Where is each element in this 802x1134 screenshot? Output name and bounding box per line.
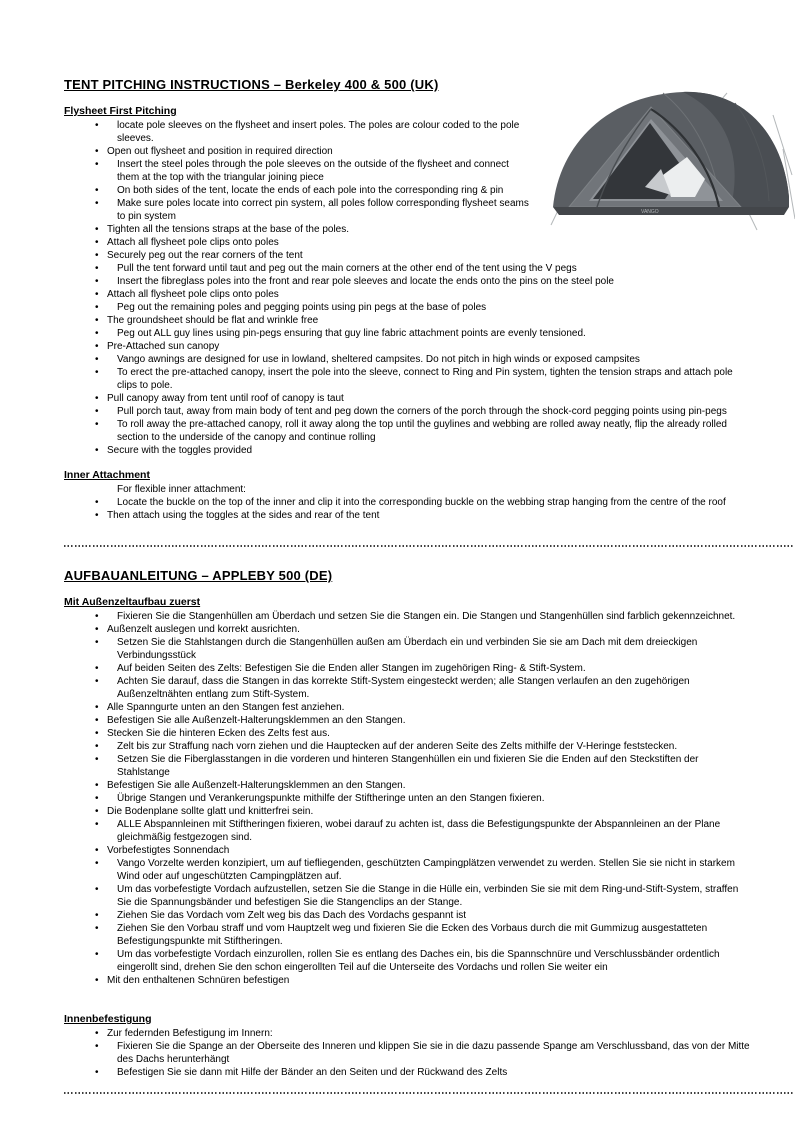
instruction-item: • Attach all flysheet pole clips onto poles: [64, 236, 754, 249]
de-heading-aussenzelt: Mit Außenzeltaufbau zuerst: [64, 596, 201, 608]
instruction-item: • Pre-Attached sun canopy: [64, 340, 754, 353]
instruction-item: • The groundsheet should be flat and wrinkle free: [64, 314, 754, 327]
instruction-item: • Befestigen Sie sie dann mit Hilfe der Bänder an den Seiten und der Rückwand des Zelts: [64, 1066, 754, 1079]
instruction-item: • locate pole sleeves on the flysheet and insert poles. The poles are colour coded to the pole sleeves.: [64, 119, 754, 145]
instruction-item: • Secure with the toggles provided: [64, 444, 754, 457]
instruction-item: • Fixieren Sie die Spange an der Oberseite des Inneren und klippen Sie sie in die dazu passende Spange am Verschlussband, das von der Mitte des Dachs herunterhängt: [64, 1040, 754, 1066]
instruction-item: • ALLE Abspannleinen mit Stiftheringen fixieren, wobei darauf zu achten ist, dass die Befestigungspunkte der Abspannleinen an der Plane gleichmäßig festgezogen sind.: [64, 818, 754, 844]
dotted-separator-top: [64, 545, 795, 547]
instruction-item: • Befestigen Sie alle Außenzelt-Halterungsklemmen an den Stangen.: [64, 714, 754, 727]
instruction-item: • Open out flysheet and position in required direction: [64, 145, 754, 158]
instruction-item: • Fixieren Sie die Stangenhüllen am Überdach und setzen Sie die Stangen ein. Die Stangen und Stangenhüllen sind farblich gekennzeichnet.: [64, 610, 754, 623]
instruction-item: • On both sides of the tent, locate the ends of each pole into the corresponding ring & pin: [64, 184, 754, 197]
dotted-separator-bottom: [64, 1092, 795, 1094]
instruction-item: • Vorbefestigtes Sonnendach: [64, 844, 754, 857]
uk-heading-flysheet: Flysheet First Pitching: [64, 105, 177, 117]
instruction-item: • Setzen Sie die Stahlstangen durch die Stangenhüllen außen am Überdach ein und verbinden Sie sie am Dach mit dem dreieckigen Verbindungsstück: [64, 636, 754, 662]
instruction-item: • Alle Spanngurte unten an den Stangen fest anziehen.: [64, 701, 754, 714]
uk-inner-attachment-list: [64, 483, 754, 522]
de-aussenzelt-list: [64, 610, 754, 987]
instruction-item: • Pull porch taut, away from main body of tent and peg down the corners of the porch through the shock-cord pegging points using pin-pegs: [64, 405, 754, 418]
instruction-item: • Insert the fibreglass poles into the front and rear pole sleeves and locate the ends onto the pins on the steel pole: [64, 275, 754, 288]
instruction-item: • Peg out the remaining poles and pegging points using pin pegs at the base of poles: [64, 301, 754, 314]
de-heading-innenbefestigung: Innenbefestigung: [64, 1013, 152, 1025]
instruction-item: • To erect the pre-attached canopy, insert the pole into the sleeve, connect to Ring and Pin system, tighten the tension straps and attach pole clips to pole.: [64, 366, 754, 392]
instruction-item: • Tighten all the tensions straps at the base of the poles.: [64, 223, 754, 236]
instruction-item: • Ziehen Sie den Vorbau straff und vom Hauptzelt weg und fixieren Sie die Ecken des Vorbaus durch die mit Gummizug ausgestatteten Befestigungspunkte mit Stiftheringen.: [64, 922, 754, 948]
instruction-item: • Attach all flysheet pole clips onto poles: [64, 288, 754, 301]
uk-heading-inner-attachment: Inner Attachment: [64, 469, 150, 481]
instruction-item: • Then attach using the toggles at the sides and rear of the tent: [64, 509, 754, 522]
instruction-item: • Make sure poles locate into correct pin system, all poles follow corresponding flysheet seams to pin system: [64, 197, 754, 223]
uk-title: TENT PITCHING INSTRUCTIONS – Berkeley 400 & 500 (UK): [64, 77, 439, 92]
instruction-item: • Pull canopy away from tent until roof of canopy is taut: [64, 392, 754, 405]
instruction-item: • Setzen Sie die Fiberglasstangen in die vorderen und hinteren Stangenhüllen ein und fixieren Sie die Enden auf den Steckstiften der Stahlstange: [64, 753, 754, 779]
instruction-item: • Vango Vorzelte werden konzipiert, um auf tiefliegenden, geschützten Campingplätzen verwendet zu werden. Stellen Sie sie nicht in starkem Wind oder auf ungeschützten Campingplätzen auf.: [64, 857, 754, 883]
instruction-item: • Stecken Sie die hinteren Ecken des Zelts fest aus.: [64, 727, 754, 740]
instruction-item: • Auf beiden Seiten des Zelts: Befestigen Sie die Enden aller Stangen im zugehörigen Ring- & Stift-System.: [64, 662, 754, 675]
instruction-item: • Befestigen Sie alle Außenzelt-Halterungsklemmen an den Stangen.: [64, 779, 754, 792]
instruction-item: • To roll away the pre-attached canopy, roll it away along the top until the guylines and webbing are rolled away neatly, flip the already rolled section to the underside of the canopy and continue rolling: [64, 418, 754, 444]
instruction-item: • Peg out ALL guy lines using pin-pegs ensuring that guy line fabric attachment points are evenly tensioned.: [64, 327, 754, 340]
instruction-item: • Um das vorbefestigte Vordach aufzustellen, setzen Sie die Stange in die Hülle ein, verbinden Sie sie mit dem Ring-und-Stift-System, straffen Sie die Spannungsbänder und befestigen Sie die Stangenclips an der Stange.: [64, 883, 754, 909]
instruction-item: • Außenzelt auslegen und korrekt ausrichten.: [64, 623, 754, 636]
instruction-item: • Securely peg out the rear corners of the tent: [64, 249, 754, 262]
instruction-item: • Die Bodenplane sollte glatt und knitterfrei sein.: [64, 805, 754, 818]
uk-flysheet-list: [64, 119, 754, 457]
instruction-item: • Ziehen Sie das Vordach vom Zelt weg bis das Dach des Vordachs gespannt ist: [64, 909, 754, 922]
tent-logo-text: VANGO: [641, 209, 659, 215]
instruction-item: For flexible inner attachment:: [117, 484, 246, 495]
instruction-item: • Zelt bis zur Straffung nach vorn ziehen und die Hauptecken auf der anderen Seite des Zelts mithilfe der V-Heringe feststecken.: [64, 740, 754, 753]
instruction-item: • Übrige Stangen und Verankerungspunkte mithilfe der Stiftheringe unten an den Stangen fixieren.: [64, 792, 754, 805]
instruction-item: • Mit den enthaltenen Schnüren befestigen: [64, 974, 754, 987]
de-innenbefestigung-list: [64, 1027, 754, 1079]
instruction-item: • Achten Sie darauf, dass die Stangen in das korrekte Stift-System eingesteckt werden; alle Stangen verlaufen an den zugehörigen Außenzeltnähten entlang zum Stift-System.: [64, 675, 754, 701]
instruction-item: • Insert the steel poles through the pole sleeves on the outside of the flysheet and connect them at the top with the triangular joining piece: [64, 158, 754, 184]
instruction-item: • Um das vorbefestigte Vordach einzurollen, rollen Sie es entlang des Daches ein, bis die Spannschnüre und Verschlussbänder ordentlich eingerollt sind, drehen Sie den schon eingerollten Teil auf die Unterseite des Vordachs und rollen Sie weiter ein: [64, 948, 754, 974]
instruction-item: • Vango awnings are designed for use in lowland, sheltered campsites. Do not pitch in high winds or exposed campsites: [64, 353, 754, 366]
instruction-item: • Zur federnden Befestigung im Innern:: [64, 1027, 754, 1040]
instruction-item: • Pull the tent forward until taut and peg out the main corners at the other end of the tent using the V pegs: [64, 262, 754, 275]
de-title: AUFBAUANLEITUNG – APPLEBY 500 (DE): [64, 568, 333, 583]
instruction-item: • Locate the buckle on the top of the inner and clip it into the corresponding buckle on the webbing strap hanging from the centre of the roof: [64, 496, 754, 509]
